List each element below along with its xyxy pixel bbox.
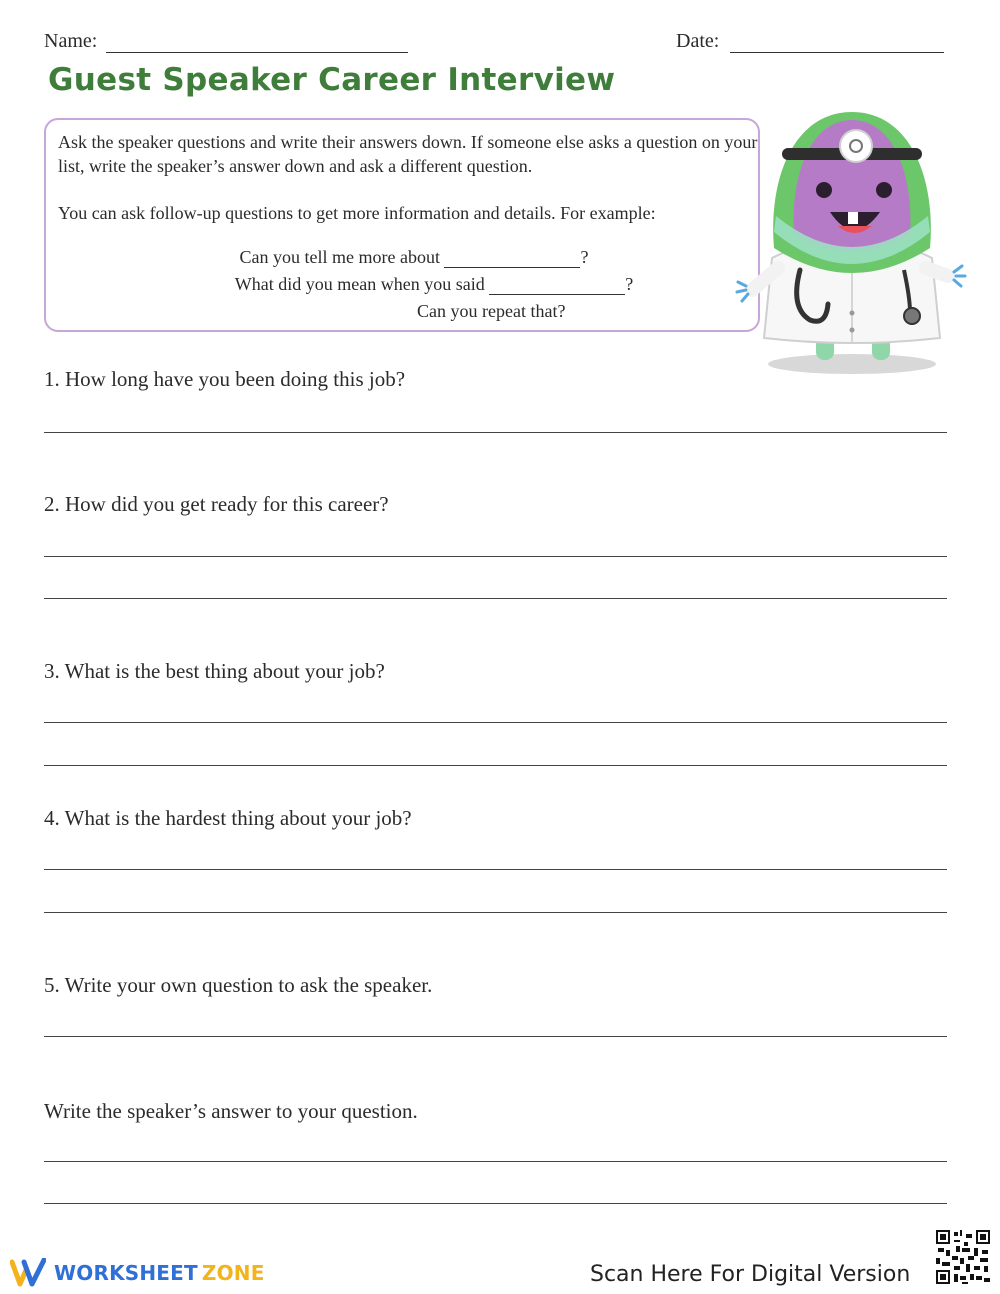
page-title: Guest Speaker Career Interview [48,62,616,98]
question-3: 3. What is the best thing about your job? [44,659,385,683]
answer-line[interactable] [44,722,947,723]
name-blank[interactable] [106,32,408,53]
instruction-paragraph-2: You can ask follow-up questions to get more information and details. For example: [58,203,656,223]
answer-line[interactable] [44,765,947,766]
worksheet-zone-logo[interactable] [10,1258,265,1288]
example-2-blank [489,278,625,295]
question-4: 4. What is the hardest thing about your job? [44,806,412,830]
answer-line[interactable] [44,869,947,870]
doctor-monster-icon [734,108,970,378]
date-label: Date: [676,30,720,52]
qr-code-icon[interactable] [934,1228,992,1286]
date-blank[interactable] [730,32,944,53]
example-3-text: Can you repeat that? [417,301,566,321]
question-1: 1. How long have you been doing this job? [44,367,406,391]
name-field [44,30,408,53]
question-answer-prompt: Write the speaker’s answer to your question. [44,1099,418,1123]
answer-line[interactable] [44,1036,947,1037]
example-1 [144,247,684,268]
logo-text-worksheet: WORKSHEET [54,1261,198,1285]
answer-line[interactable] [44,432,947,433]
example-1-blank [444,251,580,268]
answer-line[interactable] [44,598,947,599]
question-2: 2. How did you get ready for this career? [44,492,389,516]
answer-line[interactable] [44,1203,947,1204]
example-2-text: What did you mean when you said [234,274,485,294]
question-5: 5. Write your own question to ask the speaker. [44,973,433,997]
date-field [676,30,944,53]
answer-line[interactable] [44,912,947,913]
scan-text: Scan Here For Digital Version [590,1262,911,1287]
worksheet-zone-w-icon [10,1258,46,1288]
answer-line[interactable] [44,556,947,557]
logo-text-zone: ZONE [201,1261,265,1285]
example-1-text: Can you tell me more about [239,247,440,267]
example-1-suffix: ? [580,247,589,267]
example-2-suffix: ? [625,274,634,294]
example-2 [134,274,734,295]
name-label: Name: [44,30,98,52]
instruction-paragraph-1: Ask the speaker questions and write their answers down. If someone else asks a question on your list, write the speaker’s answer down and ask a different question. [58,132,758,176]
answer-line[interactable] [44,1161,947,1162]
